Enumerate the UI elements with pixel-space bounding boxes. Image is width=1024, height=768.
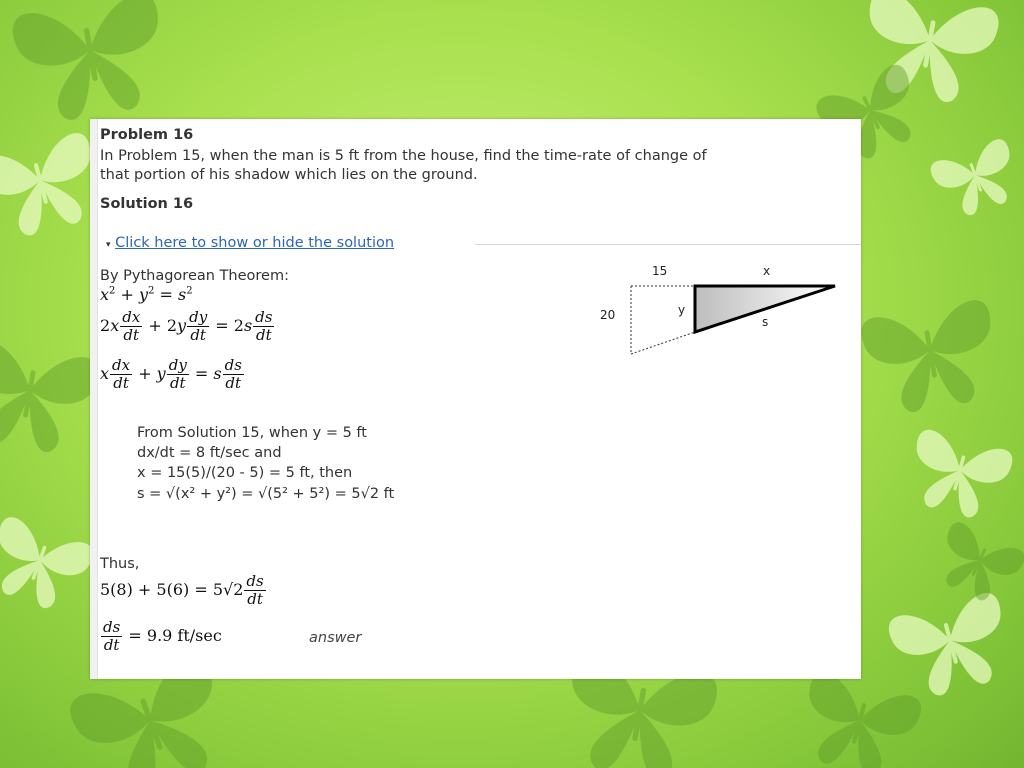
diagram-label-x: x bbox=[763, 264, 771, 278]
panel-left-edge bbox=[90, 119, 98, 679]
from-line-2: dx/dt = 8 ft/sec and bbox=[137, 445, 282, 461]
equation-simplified: x $\frac{dx}{dt}$ + y $\frac{dy}{dt}$ = s $\frac{ds}{dt}$ bbox=[100, 356, 242, 392]
solution-heading: Solution 16 bbox=[100, 196, 194, 212]
shadow-triangle-diagram bbox=[595, 259, 855, 369]
toggle-divider bbox=[475, 244, 861, 245]
solution-document-panel bbox=[90, 119, 861, 679]
equation-differentiated: 2x $\frac{dx}{dt}$ + 2y $\frac{dy}{dt}$ = 2s $\frac{ds}{dt}$ bbox=[100, 308, 273, 344]
pythagorean-intro: By Pythagorean Theorem: bbox=[100, 268, 289, 284]
diagram-label-s: s bbox=[762, 315, 769, 329]
dashed-diagonal-line bbox=[631, 332, 695, 354]
toggle-row[interactable] bbox=[106, 235, 394, 251]
answer-label: answer bbox=[309, 630, 362, 646]
from-line-4: s = √(x² + y²) = √(5² + 5²) = 5√2 ft bbox=[137, 486, 395, 502]
diagram-label-y: y bbox=[678, 303, 686, 317]
thus-label: Thus, bbox=[100, 556, 140, 572]
equation-pythagoras: $x^2 + y^2 = s^2$ bbox=[100, 285, 193, 304]
equation-substituted: 5(8) + 5(6) = 5√2 $\frac{ds}{dt}$ bbox=[100, 572, 264, 608]
problem-text-line-1: In Problem 15, when the man is 5 ft from the house, find the time-rate of change of bbox=[100, 148, 707, 164]
diagram-label-20: 20 bbox=[600, 308, 616, 322]
toggle-solution-link[interactable]: Click here to show or hide the solution bbox=[115, 235, 395, 251]
diagram-label-15: 15 bbox=[652, 264, 668, 278]
toggle-arrow-icon: ▾ bbox=[106, 240, 111, 250]
equation-result: $\frac{ds}{dt}$ = 9.9 ft/sec bbox=[103, 618, 222, 654]
from-line-1: From Solution 15, when y = 5 ft bbox=[137, 425, 367, 441]
problem-heading: Problem 16 bbox=[100, 127, 194, 143]
from-line-3: x = 15(5)/(20 - 5) = 5 ft, then bbox=[137, 465, 353, 481]
result-value: = 9.9 ft/sec bbox=[128, 626, 222, 645]
problem-text-line-2: that portion of his shadow which lies on the ground. bbox=[100, 167, 478, 183]
